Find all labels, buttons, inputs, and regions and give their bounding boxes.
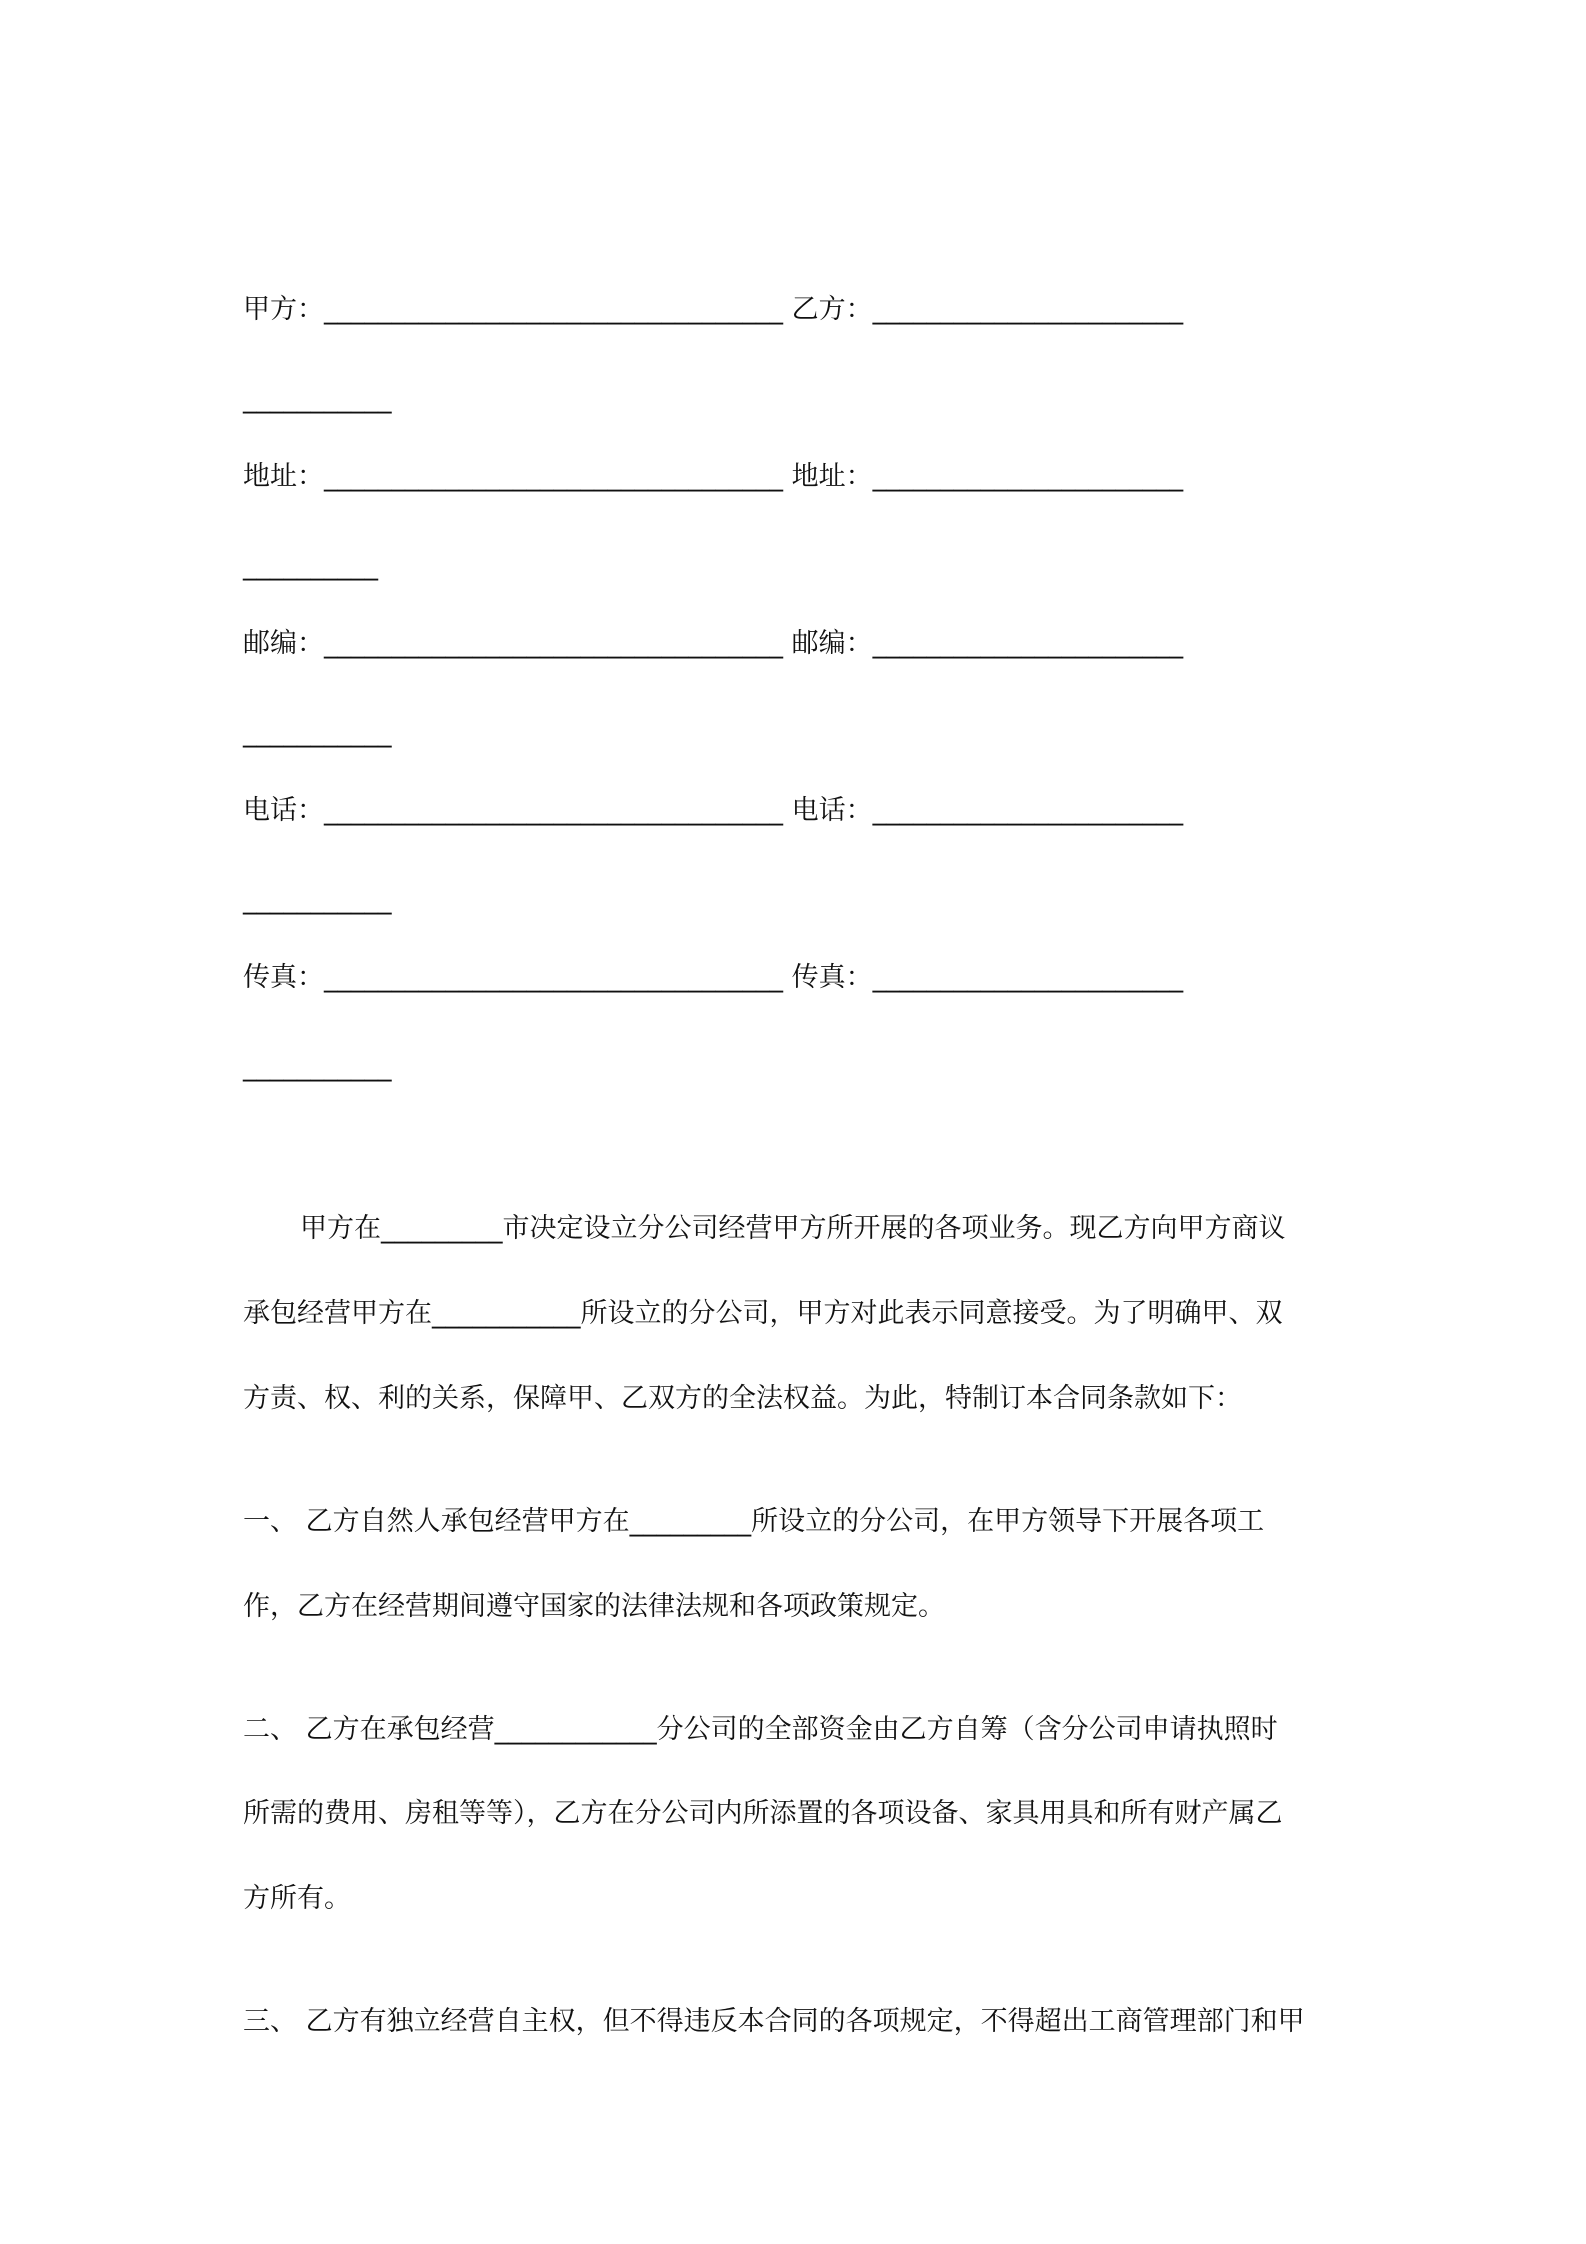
party-fax-continuation: ___________ (243, 1051, 392, 1082)
clause-2-line-1: 二、 乙方在承包经营____________分公司的全部资金由乙方自筹（含分公司申请执照时 (243, 1714, 1278, 1745)
party-postcode-continuation: ___________ (243, 717, 392, 748)
clause-2-line-3: 方所有。 (243, 1883, 351, 1914)
clause-2-line-2: 所需的费用、房租等等），乙方在分公司内所添置的各项设备、家具用具和所有财产属乙 (243, 1798, 1283, 1829)
party-address-line: 地址：__________________________________ 地址：_______________________ (243, 461, 1184, 492)
party-address-continuation: __________ (243, 550, 378, 581)
party-fax-line: 传真：__________________________________ 传真：_______________________ (243, 962, 1184, 993)
party-a-name-line: 甲方：__________________________________ 乙方：_______________________ (243, 294, 1184, 325)
preamble-line-3: 方责、权、利的关系，保障甲、乙双方的全法权益。为此，特制订本合同条款如下： (243, 1383, 1242, 1414)
preamble-line-2: 承包经营甲方在___________所设立的分公司，甲方对此表示同意接受。为了明确甲、双 (243, 1298, 1283, 1329)
preamble-line-1: 甲方在_________市决定设立分公司经营甲方所开展的各项业务。现乙方向甲方商议 (300, 1213, 1286, 1244)
party-postcode-line: 邮编：__________________________________ 邮编：_______________________ (243, 628, 1184, 659)
party-phone-line: 电话：__________________________________ 电话：_______________________ (243, 795, 1184, 826)
party-name-continuation: ___________ (243, 383, 392, 414)
clause-1-line-2: 作，乙方在经营期间遵守国家的法律法规和各项政策规定。 (243, 1591, 945, 1622)
clause-1-line-1: 一、 乙方自然人承包经营甲方在_________所设立的分公司，在甲方领导下开展各项工 (243, 1506, 1265, 1537)
party-phone-continuation: ___________ (243, 884, 392, 915)
clause-3-line-1: 三、 乙方有独立经营自主权，但不得违反本合同的各项规定，不得超出工商管理部门和甲 (243, 2006, 1305, 2037)
